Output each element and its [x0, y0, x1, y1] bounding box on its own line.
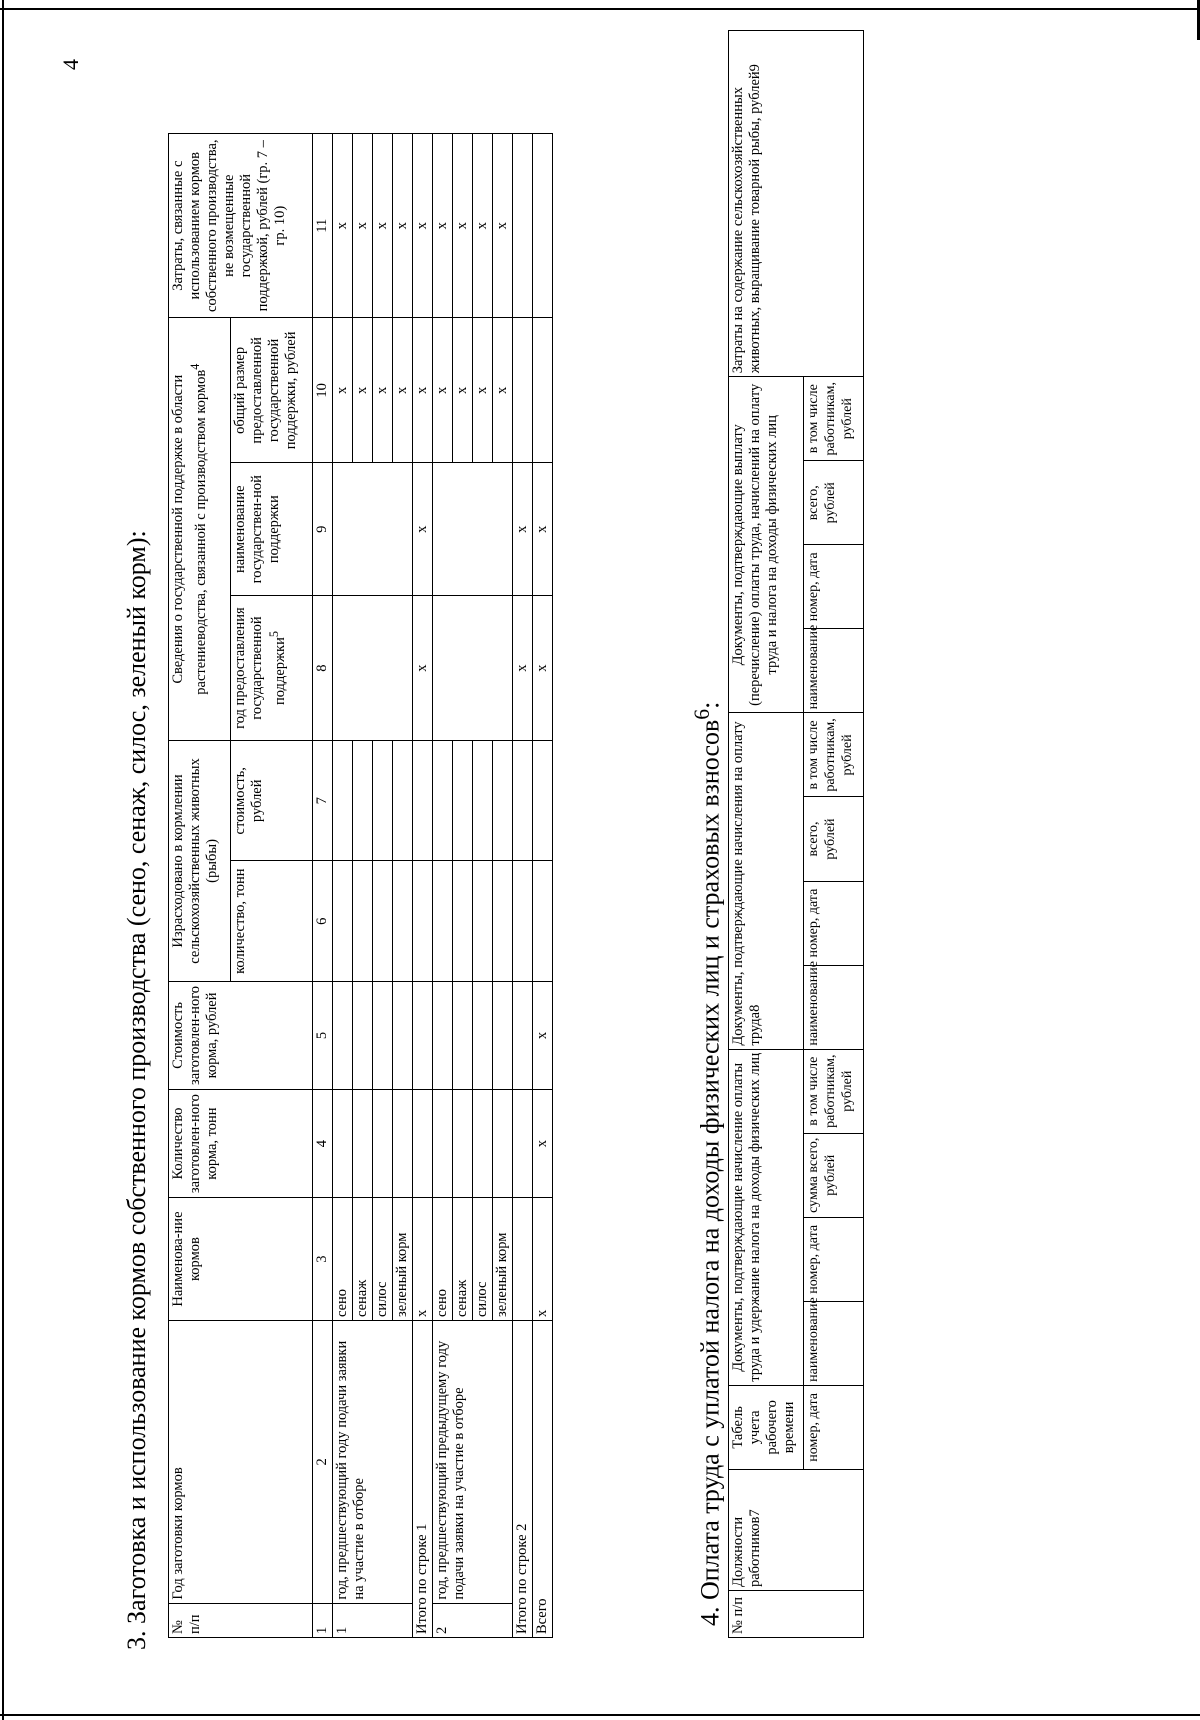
- hdr-support-name: наименование государствен-ной поддержки: [231, 463, 313, 596]
- table-row: 2 год, предшествующий предыдущему году подачи заявки на участие в отборе сено x x: [433, 134, 453, 1638]
- page-number: 4: [58, 59, 83, 70]
- s4-hdr-docs-accrual: Документы, подтверждающие начисления на оплату труда8: [729, 713, 804, 1049]
- table-row: сенаж x x: [353, 134, 373, 1638]
- hdr-year: Год заготовки кормов: [169, 1321, 313, 1604]
- s4-hdr-costs: Затраты на содержание сельскохозяйственных животных, выращивание товарной рыбы, рублей9: [729, 31, 864, 377]
- hdr-cost-prepared: Стоимость заготовлен-ного корма, рублей: [169, 981, 313, 1089]
- hdr-num: № п/п: [169, 1603, 313, 1637]
- table-row: 1 год, предшествующий году подачи заявки на участие в отборе сено x x: [333, 134, 353, 1638]
- table-row: силос x x: [473, 134, 493, 1638]
- s4-hdr-num: № п/п: [729, 1591, 864, 1638]
- column-numbers-row: 1 2 3 4 5 6 7 8 9 10 11: [313, 134, 333, 1638]
- hdr-qty-prepared: Количество заготовлен-ного корма, тонн: [169, 1090, 313, 1198]
- section3-table: [168, 133, 553, 1638]
- hdr-used-cost: стоимость, рублей: [231, 741, 313, 861]
- total-row-2: Итого по строке 2 x x: [513, 134, 533, 1638]
- hdr-costs: Затраты, связанные с использованием кормов собственного производства, не возмещенные государственной поддержкой, рублей (гр. 7 – гр. 10): [169, 134, 313, 318]
- hdr-support-total: общий размер предоставленной государственной поддержки, рублей: [231, 318, 313, 463]
- hdr-feed-name: Наименова-ние кормов: [169, 1198, 313, 1321]
- table-row: зеленый корм x x: [493, 134, 513, 1638]
- s4-hdr-timesheet: Табель учета рабочего времени: [729, 1385, 804, 1469]
- hdr-support-year: год предоставления государственной поддержки$^5$: [231, 596, 313, 741]
- s4-hdr-docs-accrual-tax: Документы, подтверждающие начисление оплаты труда и удержание налога на доходы физических лиц: [729, 1049, 804, 1385]
- s4-hdr-docs-payment: Документы, подтверждающие выплату (перечисление) оплаты труда, начислений на оплату труда и налога на доходы физических лиц: [729, 377, 804, 713]
- s4-hdr-positions: Должности работников7: [729, 1469, 864, 1590]
- hdr-used-group: Израсходовано в кормлении сельскохозяйственных животных (рыбы): [169, 741, 231, 982]
- hdr-support-group: Сведения о государственной поддержке в области растениеводства, связанной с производством кормов$^4$: [169, 318, 231, 741]
- table-row: сенаж x x: [453, 134, 473, 1638]
- section4-title: 4. Оплата труда с уплатой налога на доходы физических лиц и страховых взносов$^6$:: [690, 701, 725, 1626]
- section3-title: 3. Заготовка и использование кормов собственного производства (сено, сенаж, силос, зеленый корм):: [122, 530, 151, 1650]
- table-row: силос x x: [373, 134, 393, 1638]
- table-row: зеленый корм x x: [393, 134, 413, 1638]
- total-row-1: Итого по строке 1 x x x x x: [413, 134, 433, 1638]
- section4-table: № п/п Должности работников7 Табель учета рабочего времени Документы, подтверждающие начисление оплаты труда и удержание налога на доходы физических лиц Документы, подтверждающие начисления на оплату труда8 Документы, подтверждающие выплату (перечисление) оплаты труда, начислений на оплату труда и налога на доходы физических лиц Затраты на содержание сельскохозяйственных животных, выращивание товарной рыбы, рублей9 номер, дата наименование номер, дата сумма всего, рублей в том числе работникам, рублей наименование номер, дата всего, рублей в том числе работникам, рублей наименование номер, дата всего, рублей в том числе работникам, рублей: [728, 30, 864, 1638]
- grand-total-row: Всего x x x x x: [533, 134, 553, 1638]
- hdr-used-qty: количество, тонн: [231, 861, 313, 981]
